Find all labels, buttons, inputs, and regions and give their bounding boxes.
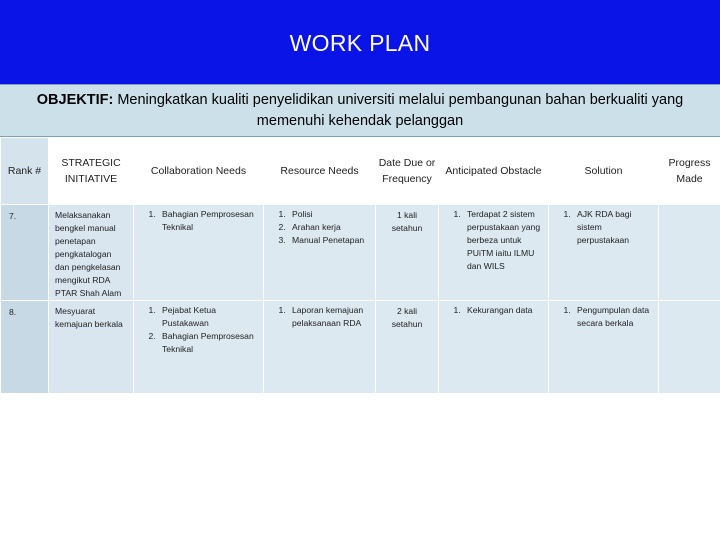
anticipated-obstacle-cell — [439, 205, 549, 301]
date-due-cell: 2 kali setahun — [376, 301, 439, 394]
header-solution: Solution — [549, 138, 659, 205]
collaboration-needs-cell — [134, 205, 264, 301]
work-plan-table — [0, 137, 720, 394]
page-title: WORK PLAN — [289, 30, 431, 56]
table-row — [1, 301, 720, 394]
header-date-due: Date Due or Frequency — [376, 138, 439, 205]
table-header-row — [1, 138, 720, 205]
progress-made-cell — [659, 205, 720, 301]
header-collaboration-needs: Collaboration Needs — [134, 138, 264, 205]
solution-cell — [549, 205, 659, 301]
header-anticipated-obstacle: Anticipated Obstacle — [439, 138, 549, 205]
list-item: 2. Arahan kerja — [288, 221, 373, 234]
progress-made-cell — [659, 301, 720, 394]
list-item: 1. AJK RDA bagi sistem perpustakaan — [573, 208, 656, 247]
list-item: 1. Kekurangan data — [463, 304, 546, 317]
anticipated-obstacle-cell — [439, 301, 549, 394]
list-item: 1. Bahagian Pemprosesan Teknikal — [158, 208, 261, 234]
header-rank: Rank # — [1, 138, 49, 205]
rank-cell: 7. — [1, 205, 49, 301]
objective-text: Meningkatkan kualiti penyelidikan universiti melalui pembangunan bahan berkualiti yang memenuhi kehendak pelanggan — [117, 92, 684, 129]
list-item: 1. Pejabat Ketua Pustakawan — [158, 304, 261, 330]
resource-needs-cell — [264, 301, 376, 394]
rank-cell: 8. — [1, 301, 49, 394]
collaboration-needs-cell — [134, 301, 264, 394]
header-progress-made: Progress Made — [659, 138, 720, 205]
header-strategic-initiative: STRATEGIC INITIATIVE — [49, 138, 134, 205]
title-banner — [0, 0, 720, 84]
table-row — [1, 205, 720, 301]
strategic-initiative-cell: Mesyuarat kemajuan berkala — [49, 301, 134, 394]
objective-box — [0, 84, 720, 137]
header-resource-needs: Resource Needs — [264, 138, 376, 205]
list-item: 3. Manual Penetapan — [288, 234, 373, 247]
list-item: 1. Pengumpulan data secara berkala — [573, 304, 656, 330]
objective-label: OBJEKTIF: — [36, 92, 114, 108]
solution-cell — [549, 301, 659, 394]
list-item: 1. Laporan kemajuan pelaksanaan RDA — [288, 304, 373, 330]
list-item: 2. Bahagian Pemprosesan Teknikal — [158, 330, 261, 356]
date-due-cell: 1 kali setahun — [376, 205, 439, 301]
resource-needs-cell — [264, 205, 376, 301]
strategic-initiative-cell: Melaksanakan bengkel manual penetapan pengkatalogan dan pengkelasan mengikut RDA PTAR Shah Alam — [49, 205, 134, 301]
list-item: 1. Polisi — [288, 208, 373, 221]
list-item: 1. Terdapat 2 sistem perpustakaan yang berbeza untuk PUiTM iaitu ILMU dan WILS — [463, 208, 546, 273]
